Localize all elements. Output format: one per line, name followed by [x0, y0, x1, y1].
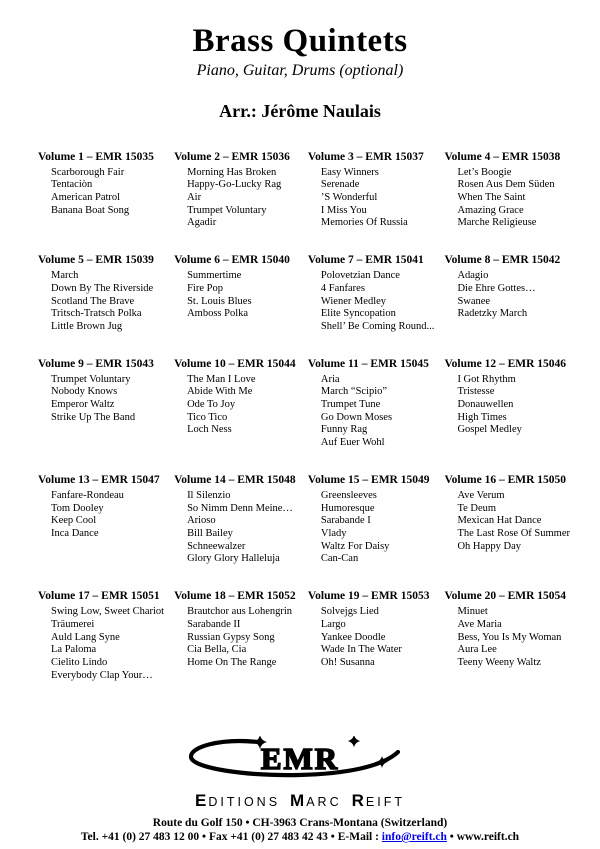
piece-item: Te Deum: [457, 502, 497, 514]
piece-item: Adagio: [457, 270, 489, 282]
website-text: www.reift.ch: [456, 831, 520, 843]
piece-item: Trumpet Voluntary: [187, 204, 267, 216]
piece-item: Tico Tico: [187, 411, 228, 423]
contact-prefix: Tel. +41 (0) 27 483 12 00 • Fax +41 (0) 27 483 42 43 • E-Mail :: [80, 831, 382, 843]
piece-item: Summertime: [187, 270, 242, 282]
volume-block: [38, 474, 164, 566]
piece-item: Morning Has Broken: [187, 166, 277, 178]
volume-title: Volume 17 – EMR 15051: [38, 590, 160, 603]
piece-item: Teeny Weeny Waltz: [457, 656, 541, 668]
piece-item: Ave Verum: [457, 489, 505, 501]
volume-block: [174, 358, 298, 450]
volume-block: [308, 358, 435, 450]
piece-item: Cia Bella, Cia: [187, 644, 247, 656]
volume-title: Volume 10 – EMR 15044: [174, 357, 296, 370]
publisher-word: REIFT: [351, 791, 405, 810]
piece-list: [174, 606, 298, 670]
piece-item: Abide With Me: [187, 386, 253, 398]
volume-title: Volume 9 – EMR 15043: [38, 357, 154, 370]
piece-item: Donauwellen: [457, 399, 514, 411]
piece-item: Scotland The Brave: [51, 295, 135, 307]
volume-block: [444, 254, 570, 334]
volume-block: [308, 151, 435, 231]
email-link[interactable]: info@reift.ch: [381, 831, 447, 843]
piece-item: Brautchor aus Lohengrin: [187, 606, 293, 618]
piece-list: [38, 167, 164, 218]
piece-list: [308, 167, 435, 231]
piece-item: Gospel Medley: [457, 424, 522, 436]
piece-item: Fanfare-Rondeau: [51, 489, 124, 501]
piece-item: Elite Syncopation: [320, 308, 396, 320]
volume-title: Volume 6 – EMR 15040: [174, 254, 290, 267]
piece-item: Cielito Lindo: [51, 656, 108, 668]
piece-item: Wiener Medley: [320, 295, 387, 307]
piece-list: [38, 374, 164, 425]
volume-title: Volume 13 – EMR 15047: [38, 473, 160, 486]
piece-item: So Nimm Denn Meine…: [187, 502, 293, 514]
piece-item: Strike Up The Band: [51, 411, 136, 423]
volume-block: [38, 358, 164, 450]
volume-title: Volume 18 – EMR 15052: [174, 590, 296, 603]
piece-list: [174, 374, 298, 438]
volume-title: Volume 2 – EMR 15036: [174, 150, 290, 163]
volume-block: [38, 254, 164, 334]
volume-block: [308, 254, 435, 334]
piece-item: Die Ehre Gottes…: [457, 282, 536, 294]
piece-item: Tritsch-Tratsch Polka: [51, 308, 142, 320]
piece-item: Rosen Aus Dem Süden: [457, 179, 555, 191]
piece-item: Go Down Moses: [320, 411, 393, 423]
volume-block: [38, 151, 164, 231]
footer: [0, 736, 600, 843]
volume-title: Volume 7 – EMR 15041: [307, 254, 424, 267]
piece-item: Agadir: [187, 217, 217, 229]
piece-item: When The Saint: [457, 192, 526, 204]
volume-block: [308, 474, 435, 566]
address-line: Route du Golf 150 • CH-3963 Crans-Montana (Switzerland): [152, 817, 448, 829]
arranger-line: Arr.: Jérôme Naulais: [219, 100, 381, 121]
piece-item: Tom Dooley: [51, 502, 104, 514]
piece-list: [308, 270, 435, 334]
piece-list: [444, 167, 570, 231]
piece-item: Loch Ness: [187, 424, 232, 436]
instrumentation-subtitle: Piano, Guitar, Drums (optional): [196, 61, 404, 79]
volume-block: [444, 590, 570, 682]
page-title: Brass Quintets: [192, 23, 408, 59]
volume-title: Volume 15 – EMR 15049: [307, 473, 430, 486]
volume-title: Volume 5 – EMR 15039: [38, 254, 154, 267]
piece-item: Glory Glory Halleluja: [187, 553, 280, 565]
piece-item: Il Silenzio: [187, 489, 231, 501]
piece-item: Memories Of Russia: [320, 217, 408, 229]
piece-item: Sarabande I: [320, 515, 371, 527]
piece-list: [174, 490, 298, 566]
piece-item: Vlady: [320, 528, 347, 539]
piece-list: [38, 490, 164, 541]
piece-list: [174, 167, 298, 231]
piece-item: Serenade: [320, 179, 360, 191]
piece-list: [308, 374, 435, 450]
piece-item: Air: [187, 192, 202, 204]
piece-item: Banana Boat Song: [51, 204, 130, 216]
piece-item: Oh! Susanna: [320, 656, 375, 668]
piece-item: 4 Fanfares: [320, 282, 365, 294]
volume-title: Volume 3 – EMR 15037: [307, 150, 424, 163]
emr-logo: [186, 736, 414, 788]
piece-item: Greensleeves: [320, 489, 377, 501]
piece-item: March “Scipio”: [320, 386, 388, 398]
piece-item: Emperor Waltz: [51, 399, 115, 411]
piece-list: [444, 374, 570, 438]
piece-item: Shell’ Be Coming Round...: [320, 320, 435, 332]
piece-item: ’S Wonderful: [320, 192, 378, 204]
piece-item: Ave Maria: [457, 618, 502, 630]
piece-item: The Man I Love: [187, 373, 256, 385]
piece-item: Down By The Riverside: [51, 282, 154, 294]
piece-item: Russian Gypsy Song: [187, 631, 275, 643]
piece-item: Auld Lang Syne: [51, 631, 120, 643]
piece-item: Radetzky March: [457, 308, 528, 320]
piece-item: Amboss Polka: [187, 308, 249, 320]
piece-list: [444, 606, 570, 670]
piece-item: Arioso: [187, 515, 216, 527]
piece-list: [444, 270, 570, 321]
piece-item: Sarabande II: [187, 618, 241, 630]
contact-line: [0, 831, 600, 843]
piece-item: Yankee Doodle: [320, 631, 386, 643]
volume-block: [174, 151, 298, 231]
piece-item: Mexican Hat Dance: [457, 515, 542, 527]
piece-item: Oh Happy Day: [457, 540, 522, 552]
piece-item: American Patrol: [51, 192, 121, 204]
volume-block: [308, 590, 435, 682]
publisher-word: MARC: [290, 791, 342, 810]
volume-title: Volume 8 – EMR 15042: [444, 254, 561, 267]
piece-item: Let’s Boogie: [457, 166, 512, 178]
piece-item: Auf Euer Wohl: [320, 437, 385, 449]
volume-title: Volume 20 – EMR 15054: [444, 590, 567, 603]
piece-item: March: [51, 270, 79, 282]
volume-block: [444, 358, 570, 450]
piece-item: Scarborough Fair: [51, 166, 125, 178]
volume-block: [174, 590, 298, 682]
piece-item: Aura Lee: [457, 644, 497, 656]
piece-item: Wade In The Water: [320, 644, 402, 656]
volume-title: Volume 16 – EMR 15050: [444, 473, 567, 486]
volume-block: [444, 151, 570, 231]
contact-separator: •: [446, 831, 457, 843]
piece-item: Marche Religieuse: [457, 217, 537, 229]
emr-logo-icon: [186, 736, 414, 788]
piece-item: Swanee: [457, 295, 491, 307]
piece-item: Keep Cool: [51, 515, 97, 527]
publisher-name: [0, 791, 600, 811]
volume-block: [444, 474, 570, 566]
piece-item: Solvejgs Lied: [320, 606, 379, 618]
piece-item: Fire Pop: [187, 282, 223, 294]
volume-title: Volume 4 – EMR 15038: [444, 150, 561, 163]
volumes-grid: [0, 151, 600, 683]
piece-list: [308, 606, 435, 670]
piece-item: High Times: [457, 411, 507, 423]
volume-title: Volume 1 – EMR 15035: [38, 150, 154, 163]
piece-item: Everybody Clap Your…: [51, 669, 153, 681]
piece-list: [38, 606, 164, 682]
piece-item: Polovetzian Dance: [320, 270, 400, 282]
piece-item: Bess, You Is My Woman: [457, 631, 562, 643]
piece-item: Easy Winners: [320, 166, 379, 178]
piece-item: La Paloma: [51, 644, 97, 656]
piece-item: Trumpet Voluntary: [51, 373, 131, 385]
piece-item: Trumpet Tune: [320, 399, 381, 411]
piece-item: Nobody Knows: [51, 386, 118, 398]
piece-item: Happy-Go-Lucky Rag: [187, 179, 282, 191]
piece-item: Largo: [320, 618, 346, 630]
piece-list: [444, 490, 570, 554]
piece-item: I Miss You: [320, 204, 367, 216]
piece-item: Amazing Grace: [457, 204, 524, 216]
piece-item: Swing Low, Sweet Chariot: [51, 606, 165, 618]
piece-list: [38, 270, 164, 334]
piece-item: Inca Dance: [51, 528, 99, 539]
piece-item: The Last Rose Of Summer: [457, 528, 570, 539]
volume-title: Volume 14 – EMR 15048: [174, 473, 296, 486]
piece-item: Aria: [320, 373, 340, 385]
piece-item: Schneewalzer: [187, 540, 246, 552]
piece-item: Bill Bailey: [187, 528, 233, 539]
volume-block: [174, 254, 298, 334]
piece-list: [174, 270, 298, 321]
piece-item: Tentaciòn: [51, 179, 93, 191]
piece-item: Tristesse: [457, 386, 495, 398]
piece-item: Little Brown Jug: [51, 320, 123, 332]
publisher-word: EDITIONS: [195, 791, 281, 810]
document-header: [0, 0, 600, 122]
svg-text:EMR: EMR: [260, 741, 340, 776]
volume-title: Volume 19 – EMR 15053: [307, 590, 430, 603]
piece-item: Humoresque: [320, 502, 375, 514]
piece-item: Träumerei: [51, 618, 95, 630]
piece-item: Minuet: [457, 606, 488, 618]
piece-item: Ode To Joy: [187, 399, 236, 411]
piece-item: Home On The Range: [187, 656, 277, 668]
volume-title: Volume 11 – EMR 15045: [307, 357, 429, 370]
piece-item: Waltz For Daisy: [320, 540, 390, 552]
piece-list: [308, 490, 435, 566]
volume-title: Volume 12 – EMR 15046: [444, 357, 567, 370]
piece-item: Can-Can: [320, 553, 359, 565]
piece-item: I Got Rhythm: [457, 373, 516, 385]
volume-block: [38, 590, 164, 682]
piece-item: Funny Rag: [320, 424, 368, 436]
volume-block: [174, 474, 298, 566]
piece-item: St. Louis Blues: [187, 295, 252, 307]
